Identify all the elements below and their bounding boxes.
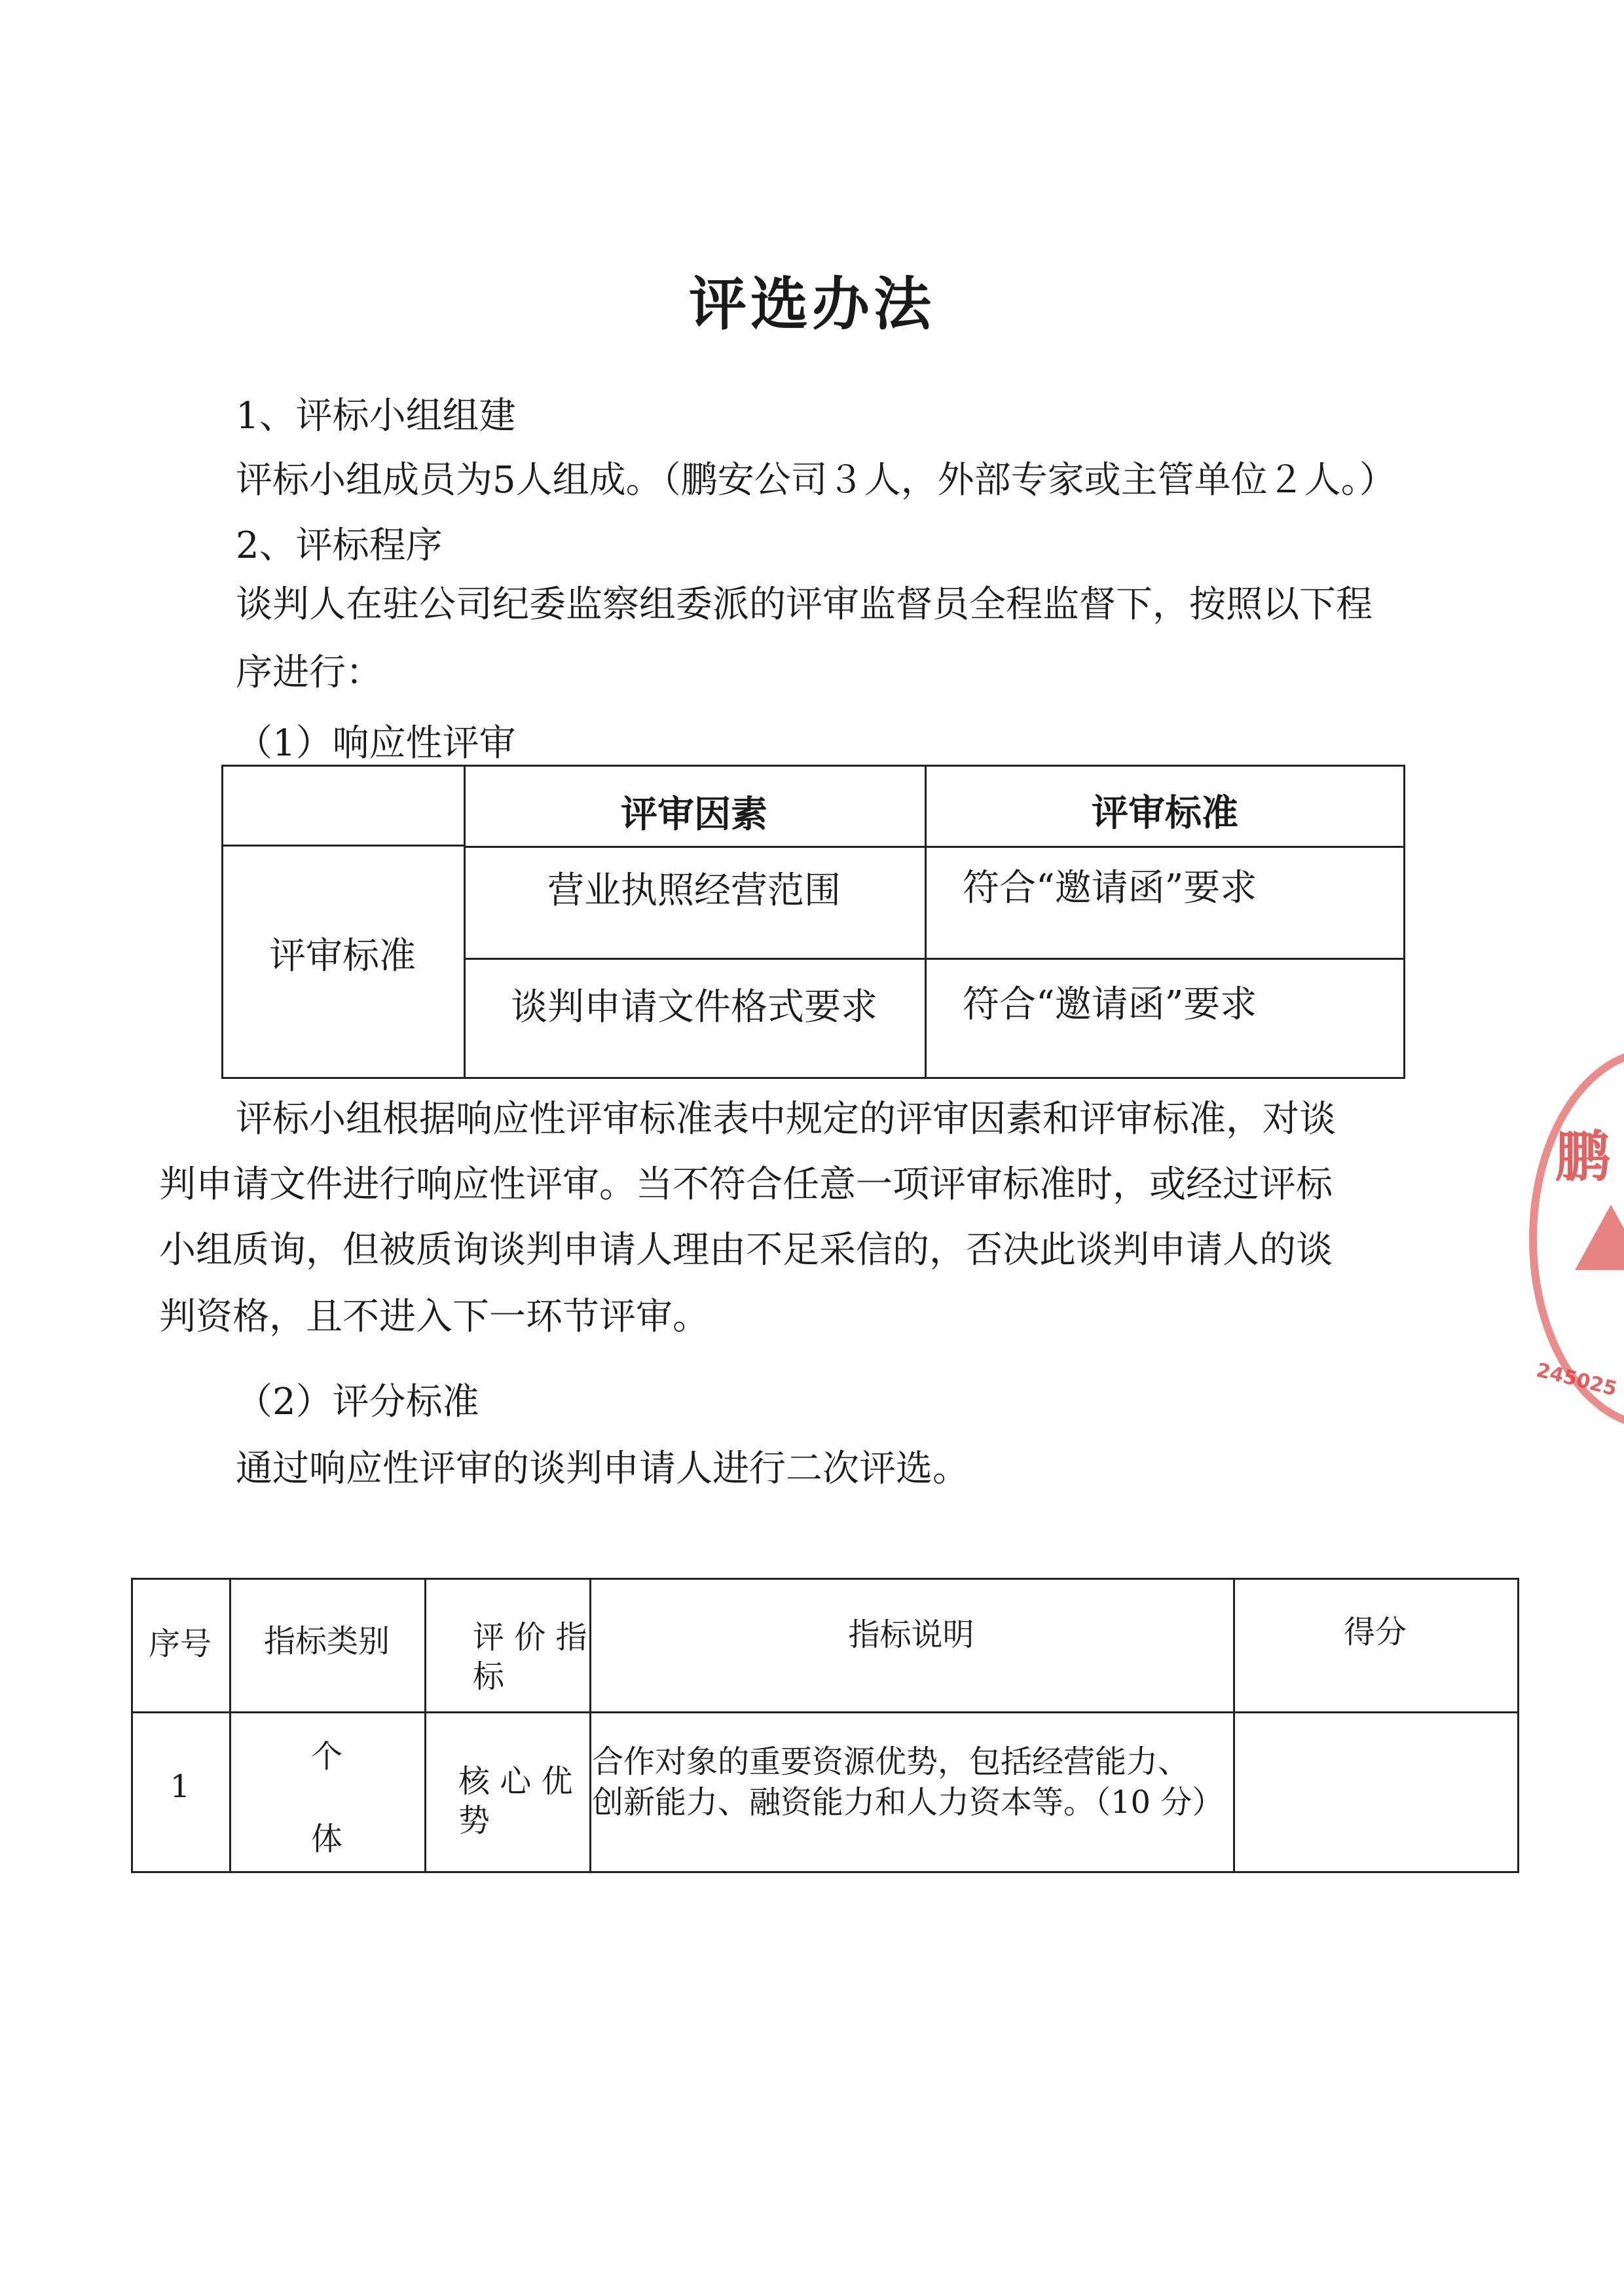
table1-header-factor: 评审因素: [621, 793, 767, 836]
table1-row-1-factor: 营业执照经营范围: [547, 869, 841, 912]
stamp-digits: 245025: [1534, 1358, 1619, 1401]
table1-header-standard: 评审标准: [1092, 792, 1238, 835]
section-1-text: 评标小组成员为5人组成。（鹏安公司３人，外部专家或主管单位２人。）: [236, 459, 1396, 501]
section-2-text-line-2: 序进行：: [236, 651, 382, 694]
subsection-2-heading: （2）评分标准: [236, 1381, 479, 1423]
table1-row-2-factor: 谈判申请文件格式要求: [511, 986, 877, 1029]
table1-row-label: 评审标准: [269, 935, 416, 977]
subsection-2-text: 通过响应性评审的谈判申请人进行二次评选。: [236, 1448, 969, 1490]
table2-row-1-indicator-line-2: 势: [458, 1802, 490, 1839]
table2-header-score: 得分: [1343, 1614, 1407, 1650]
section-2-heading: 2、评标程序: [236, 524, 443, 567]
paragraph-line-1: 评标小组根据响应性评审标准表中规定的评审因素和评审标准，对谈: [236, 1098, 1336, 1140]
page-title: 评选办法: [688, 270, 935, 338]
table1-row-2-standard: 符合“邀请函”要求: [963, 983, 1257, 1026]
paragraph-line-4: 判资格，且不进入下一环节评审。: [159, 1296, 709, 1338]
subsection-1-heading: （1）响应性评审: [236, 722, 516, 765]
table2-header-indicator-line-2: 标: [473, 1658, 505, 1695]
section-1-heading: 1、评标小组组建: [236, 395, 516, 437]
table2-row-1-no: 1: [170, 1768, 191, 1805]
table2-row-1-category-line-2: 体: [310, 1821, 342, 1857]
table2-header-no: 序号: [148, 1626, 212, 1662]
table2-row-1-desc-line-1: 合作对象的重要资源优势，包括经营能力、: [592, 1743, 1190, 1780]
table2-header-desc: 指标说明: [848, 1616, 974, 1653]
paragraph-line-3: 小组质询，但被质询谈判申请人理由不足采信的，否决此谈判申请人的谈: [159, 1229, 1333, 1271]
stamp-char: 鹏: [1555, 1125, 1611, 1189]
table2-row-1-category-line-1: 个: [310, 1738, 342, 1775]
paragraph-line-2: 判申请文件进行响应性评审。当不符合任意一项评审标准时，或经过评标: [159, 1163, 1333, 1206]
table2-row-1-desc-line-2: 创新能力、融资能力和人力资本等。（10 分）: [592, 1784, 1224, 1821]
section-2-text-line-1: 谈判人在驻公司纪委监察组委派的评审监督员全程监督下，按照以下程: [236, 583, 1373, 626]
table2-header-indicator-line-1: 评 价 指: [473, 1619, 587, 1656]
table2-row-1-indicator-line-1: 核 心 优: [458, 1763, 573, 1800]
table2-header-category: 指标类别: [263, 1623, 390, 1660]
table1-row-1-standard: 符合“邀请函”要求: [963, 867, 1257, 909]
